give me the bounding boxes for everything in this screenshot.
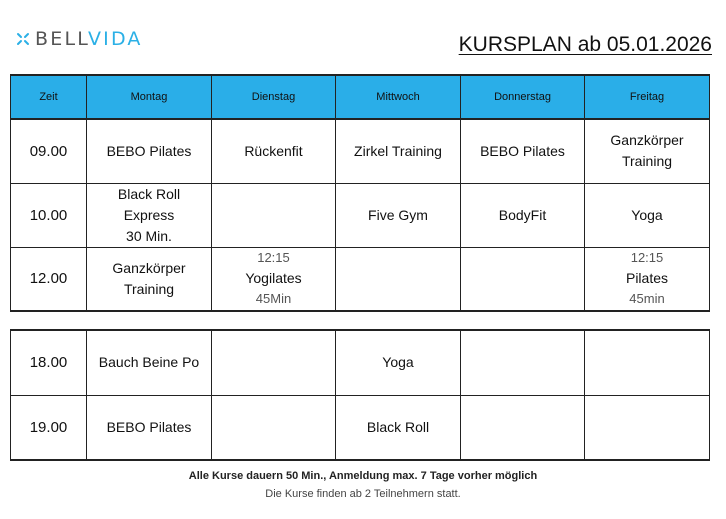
course-start-time: 12:15 bbox=[257, 250, 290, 266]
course-name: Yogilates bbox=[245, 270, 302, 287]
course-cell bbox=[336, 247, 461, 311]
col-header-donnerstag: Donnerstag bbox=[461, 75, 585, 119]
row-1800 bbox=[11, 330, 710, 395]
course-duration: 45min bbox=[629, 291, 665, 307]
col-header-zeit: Zeit bbox=[11, 75, 87, 119]
brand-name bbox=[35, 28, 143, 50]
course-cell: Zirkel Training bbox=[336, 119, 461, 183]
course-cell: Black Roll bbox=[336, 395, 461, 460]
course-cell bbox=[585, 247, 710, 311]
row-1200 bbox=[11, 247, 710, 311]
course-cell bbox=[461, 247, 585, 311]
footer-note-participants: Die Kurse finden ab 2 Teilnehmern statt. bbox=[265, 488, 461, 500]
brand-prefix: BELL bbox=[35, 28, 88, 50]
course-cell: BodyFit bbox=[461, 183, 585, 247]
course-name-line: Ganzkörper bbox=[610, 132, 684, 149]
time-cell: 09.00 bbox=[11, 119, 87, 183]
course-name-line: Express bbox=[123, 206, 175, 223]
brand-logo bbox=[15, 28, 143, 50]
course-cell: Yoga bbox=[585, 183, 710, 247]
course-cell: BEBO Pilates bbox=[461, 119, 585, 183]
bellvida-logo-icon bbox=[15, 31, 31, 47]
time-cell: 12.00 bbox=[11, 247, 87, 311]
course-cell: Five Gym bbox=[336, 183, 461, 247]
col-header-dienstag: Dienstag bbox=[212, 75, 336, 119]
course-cell bbox=[461, 395, 585, 460]
course-name-line: Training bbox=[621, 153, 673, 170]
page-title: KURSPLAN ab 05.01.2026 bbox=[458, 33, 712, 56]
course-cell bbox=[585, 330, 710, 395]
course-cell bbox=[87, 247, 212, 311]
schedule-table-evening bbox=[10, 329, 710, 461]
course-duration: 45Min bbox=[255, 291, 292, 307]
course-cell: BEBO Pilates bbox=[87, 119, 212, 183]
course-name: Pilates bbox=[625, 270, 669, 287]
course-cell bbox=[87, 183, 212, 247]
row-1900 bbox=[11, 395, 710, 460]
course-cell bbox=[212, 395, 336, 460]
time-cell: 18.00 bbox=[11, 330, 87, 395]
course-name-line: Training bbox=[123, 280, 175, 297]
course-duration: 30 Min. bbox=[126, 227, 172, 244]
course-name-line: Ganzkörper bbox=[112, 259, 186, 276]
course-cell bbox=[212, 183, 336, 247]
course-name-line: Black Roll bbox=[117, 185, 181, 202]
course-cell: Yoga bbox=[336, 330, 461, 395]
course-cell: Bauch Beine Po bbox=[87, 330, 212, 395]
col-header-freitag: Freitag bbox=[585, 75, 710, 119]
course-cell bbox=[585, 395, 710, 460]
row-1000 bbox=[11, 183, 710, 247]
course-cell bbox=[585, 119, 710, 183]
schedule-table-daytime bbox=[10, 74, 710, 312]
course-cell bbox=[461, 330, 585, 395]
brand-accent: VIDA bbox=[87, 28, 143, 50]
course-cell bbox=[212, 247, 336, 311]
col-header-mittwoch: Mittwoch bbox=[336, 75, 461, 119]
course-cell: BEBO Pilates bbox=[87, 395, 212, 460]
time-cell: 19.00 bbox=[11, 395, 87, 460]
course-start-time: 12:15 bbox=[630, 250, 664, 266]
col-header-montag: Montag bbox=[87, 75, 212, 119]
time-cell: 10.00 bbox=[11, 183, 87, 247]
row-0900 bbox=[11, 119, 710, 183]
course-cell bbox=[212, 330, 336, 395]
course-cell: Rückenfit bbox=[212, 119, 336, 183]
header-row bbox=[11, 75, 710, 119]
footer-note-duration: Alle Kurse dauern 50 Min., Anmeldung max. 7 Tage vorher möglich bbox=[188, 470, 538, 482]
